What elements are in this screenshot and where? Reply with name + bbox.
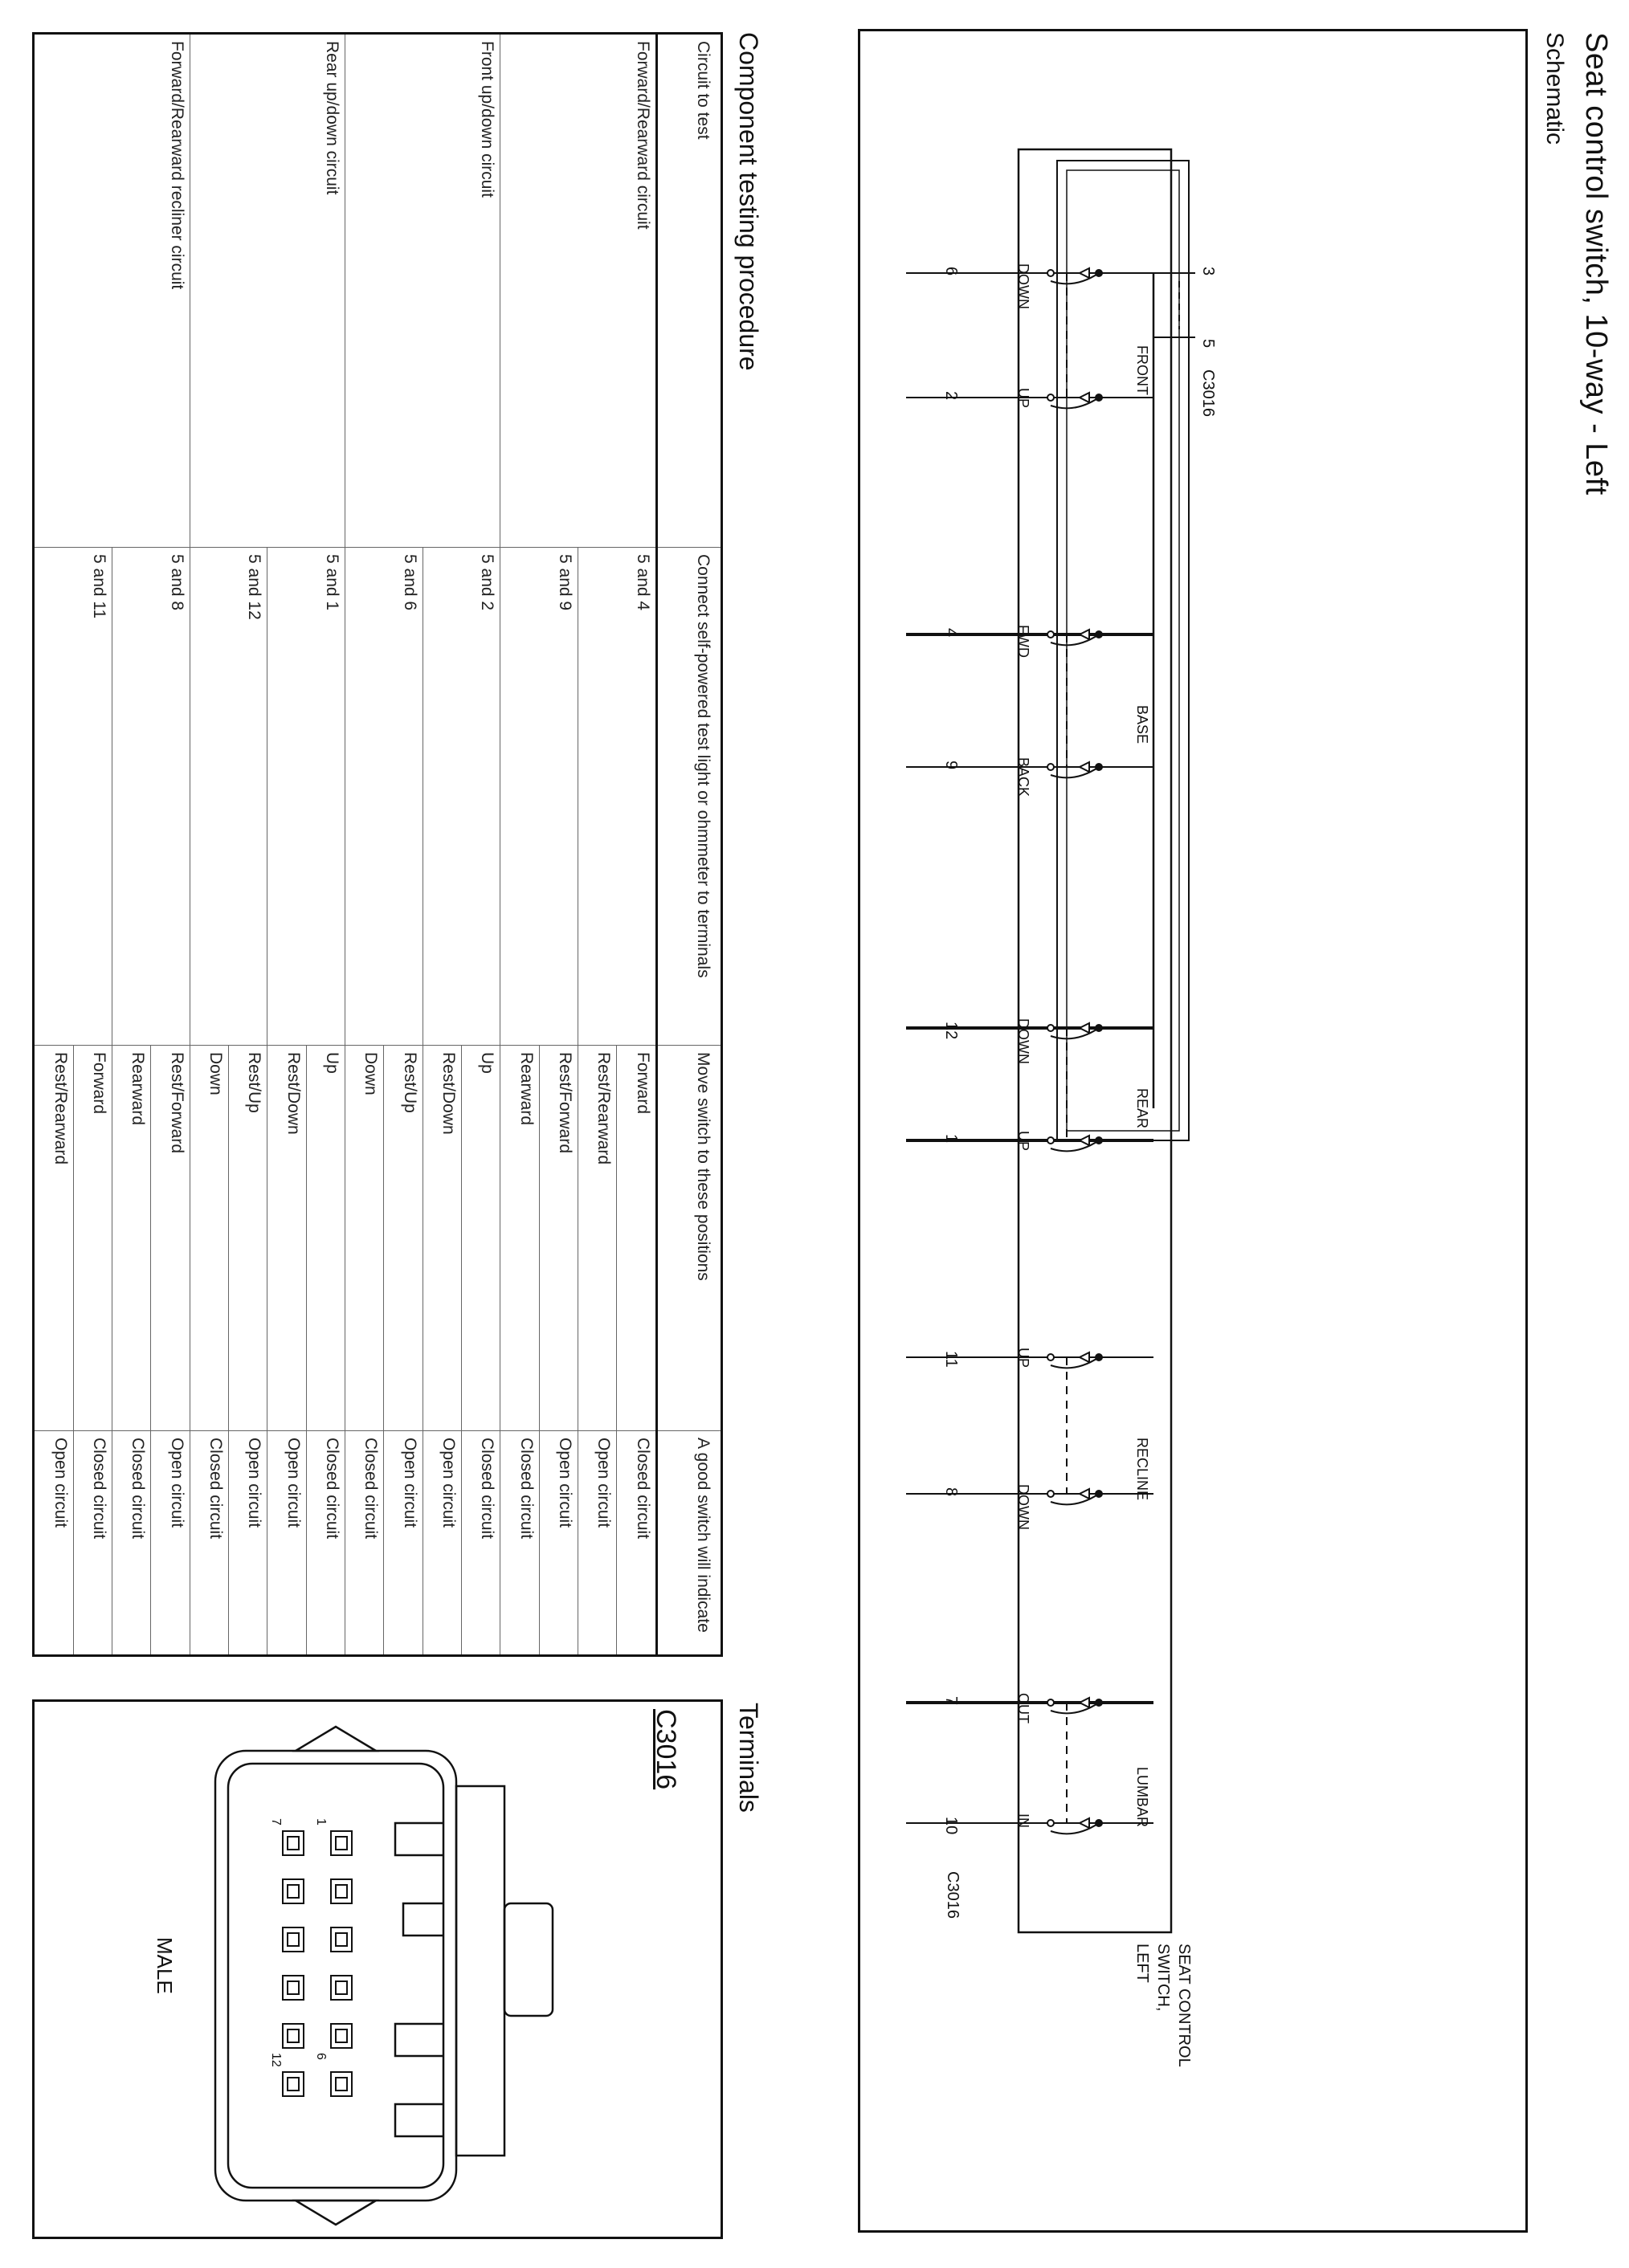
switch-label-back: BACK xyxy=(1015,757,1031,797)
switch-label-down: DOWN xyxy=(1015,263,1031,309)
switch-label-out: OUT xyxy=(1015,1693,1031,1723)
result-cell: Closed circuit xyxy=(500,1431,539,1656)
connector-top-label: C3016 xyxy=(1199,369,1217,417)
position-cell: Forward xyxy=(617,1046,657,1431)
position-cell: Rest/Rearward xyxy=(578,1046,616,1431)
connector-pin-socket xyxy=(288,1885,299,1898)
connector-pin-socket xyxy=(336,2078,347,2091)
result-cell: Open circuit xyxy=(267,1431,306,1656)
header-terminals: Connect self-powered test light or ohmmeter to terminals xyxy=(657,548,722,1046)
pin-number-12: 12 xyxy=(942,1022,960,1040)
pin-number-11: 11 xyxy=(942,1351,960,1368)
position-cell: Down xyxy=(190,1046,228,1431)
position-cell: Forward xyxy=(73,1046,112,1431)
result-cell: Closed circuit xyxy=(306,1431,345,1656)
switch-label-up: UP xyxy=(1015,1348,1031,1369)
component-label-line-3: LEFT xyxy=(1133,1944,1151,1983)
connector-back-shell xyxy=(456,1786,504,2156)
switch-label-down: DOWN xyxy=(1015,1018,1031,1064)
connector-pin xyxy=(283,1927,304,1952)
connector-pin xyxy=(331,1879,352,1903)
pin-number-1: 1 xyxy=(942,1134,960,1144)
circuit-cell: Front up/down circuit xyxy=(345,34,500,548)
header-circuit: Circuit to test xyxy=(657,34,722,548)
pin-label-6: 6 xyxy=(314,2053,328,2060)
connector-key-notches xyxy=(395,1823,443,2136)
terminals-cell: 5 and 6 xyxy=(345,548,423,1046)
position-cell: Rest/Down xyxy=(267,1046,306,1431)
connector-pin-socket xyxy=(288,1933,299,1946)
connector-id: C3016 xyxy=(651,1709,681,1790)
switch-label-down: DOWN xyxy=(1015,1484,1031,1530)
circuit-cell: Rear up/down circuit xyxy=(190,34,345,548)
group-label-base: BASE xyxy=(1134,705,1150,744)
component-label-line-1: SEAT CONTROL xyxy=(1175,1944,1193,2067)
result-cell: Closed circuit xyxy=(461,1431,500,1656)
position-cell: Up xyxy=(306,1046,345,1431)
result-cell: Open circuit xyxy=(539,1431,578,1656)
connector-pin xyxy=(331,1976,352,2000)
terminals-cell: 5 and 1 xyxy=(267,548,345,1046)
terminals-heading: Terminals xyxy=(734,1703,763,1813)
connector-pin-socket xyxy=(288,1837,299,1850)
connector-bottom-label: C3016 xyxy=(944,1871,961,1919)
header-positions: Move switch to these positions xyxy=(657,1046,722,1431)
connector-pin-socket xyxy=(336,1981,347,1994)
switch-label-up: UP xyxy=(1015,1131,1031,1152)
connector-pin xyxy=(283,1879,304,1903)
switch-label-in: IN xyxy=(1015,1813,1031,1828)
connector-pin xyxy=(283,1976,304,2000)
result-cell: Open circuit xyxy=(384,1431,423,1656)
result-cell: Closed circuit xyxy=(73,1431,112,1656)
position-cell: Rest/Up xyxy=(229,1046,267,1431)
pin-number-9: 9 xyxy=(942,761,960,770)
connector-pin xyxy=(331,2024,352,2048)
latch-right xyxy=(296,2201,376,2225)
connector-pin-socket xyxy=(288,1981,299,1994)
pin-label-1: 1 xyxy=(314,1818,328,1825)
component-label-line-2: SWITCH, xyxy=(1154,1944,1172,2012)
result-cell: Closed circuit xyxy=(112,1431,151,1656)
terminals-cell: 5 and 9 xyxy=(500,548,578,1046)
group-label-front: FRONT xyxy=(1134,345,1150,395)
testing-heading: Component testing procedure xyxy=(734,32,763,371)
schematic-heading: Schematic xyxy=(1541,32,1568,145)
connector-pin xyxy=(331,2072,352,2096)
position-cell: Up xyxy=(461,1046,500,1431)
pin-number-10: 10 xyxy=(942,1817,960,1835)
position-cell: Down xyxy=(345,1046,384,1431)
result-cell: Closed circuit xyxy=(345,1431,384,1656)
terminals-cell: 5 and 12 xyxy=(190,548,267,1046)
position-cell: Rearward xyxy=(500,1046,539,1431)
connector-pin-socket xyxy=(288,2029,299,2042)
result-cell: Open circuit xyxy=(578,1431,616,1656)
pin-number-3: 3 xyxy=(1199,267,1217,276)
latch-left xyxy=(296,1727,376,1751)
page-title: Seat control switch, 10-way - Left xyxy=(1579,32,1613,496)
terminals-cell: 5 and 8 xyxy=(112,548,190,1046)
header-result: A good switch will indicate xyxy=(657,1431,722,1656)
group-label-recline: RECLINE xyxy=(1134,1438,1150,1501)
pin-number-7: 7 xyxy=(942,1696,960,1706)
connector-pin xyxy=(283,2024,304,2048)
switch-label-up: UP xyxy=(1015,388,1031,409)
terminals-cell: 5 and 4 xyxy=(578,548,656,1046)
result-cell: Closed circuit xyxy=(190,1431,228,1656)
connector-pin-socket xyxy=(336,2029,347,2042)
connector-pin-socket xyxy=(336,1837,347,1850)
position-cell: Rearward xyxy=(112,1046,151,1431)
connector-pin-socket xyxy=(336,1933,347,1946)
group-label-lumbar: LUMBAR xyxy=(1134,1767,1150,1828)
circuit-cell: Forward/Rearward circuit xyxy=(500,34,657,548)
result-cell: Open circuit xyxy=(151,1431,190,1656)
pin-number-2: 2 xyxy=(942,391,960,401)
position-cell: Rest/Forward xyxy=(539,1046,578,1431)
position-cell: Rest/Forward xyxy=(151,1046,190,1431)
connector-gender: MALE xyxy=(153,1937,177,1994)
result-cell: Closed circuit xyxy=(617,1431,657,1656)
pin-number-5: 5 xyxy=(1199,339,1217,349)
terminals-cell: 5 and 2 xyxy=(423,548,500,1046)
position-cell: Rest/Rearward xyxy=(34,1046,74,1431)
switch-label-fwd: FWD xyxy=(1015,625,1031,658)
position-cell: Rest/Up xyxy=(384,1046,423,1431)
circuit-cell: Forward/Rearward recliner circuit xyxy=(34,34,190,548)
pin-number-4: 4 xyxy=(942,628,960,638)
connector-pin xyxy=(331,1927,352,1952)
connector-pin-socket xyxy=(336,1885,347,1898)
pin-label-12: 12 xyxy=(269,2053,283,2067)
result-cell: Open circuit xyxy=(229,1431,267,1656)
position-cell: Rest/Down xyxy=(423,1046,461,1431)
pin-number-6: 6 xyxy=(942,267,960,276)
pin-label-7: 7 xyxy=(269,1818,283,1825)
connector-pin xyxy=(331,1831,352,1855)
connector-pin xyxy=(283,1831,304,1855)
terminals-cell: 5 and 11 xyxy=(34,548,112,1046)
result-cell: Open circuit xyxy=(423,1431,461,1656)
connector-pin-socket xyxy=(288,2078,299,2091)
connector-pin xyxy=(283,2072,304,2096)
connector-rear-boss xyxy=(504,1903,553,2016)
pin-number-8: 8 xyxy=(942,1487,960,1497)
result-cell: Open circuit xyxy=(34,1431,74,1656)
group-label-rear: REAR xyxy=(1134,1088,1150,1129)
